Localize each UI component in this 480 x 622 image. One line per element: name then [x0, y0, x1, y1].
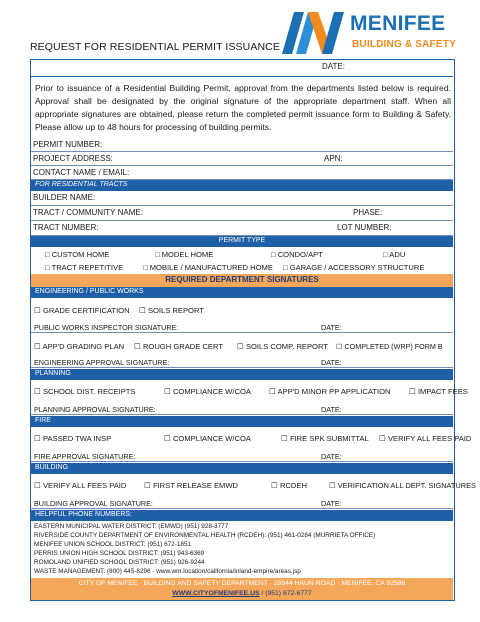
permit-number-field[interactable] [31, 138, 453, 152]
checkbox-adu[interactable]: □ ADU [383, 250, 406, 259]
menifee-logo [282, 10, 458, 54]
checkbox-rough-grade-cert[interactable]: ☐ ROUGH GRADE CERT [134, 342, 223, 351]
permit-type-header [31, 236, 453, 247]
phone-line-waste-management: WASTE MANAGEMENT: (800) 445-8296 · www.wm.location/california/inland-empire/areas.jsp [34, 568, 301, 575]
checkbox-custom-home[interactable]: □ CUSTOM HOME [45, 250, 110, 259]
public-works-signature-label: PUBLIC WORKS INSPECTOR SIGNATURE: [34, 323, 179, 332]
date-label: DATE: [322, 62, 345, 71]
public-works-signature-line[interactable] [31, 321, 453, 333]
building-header [31, 463, 453, 474]
lot-number-label: LOT NUMBER: [337, 223, 392, 232]
apn-label: APN: [324, 154, 343, 163]
checkbox-condo-apt[interactable]: □ CONDO/APT [271, 250, 323, 259]
required-signatures-title: REQUIRED DEPARTMENT SIGNATURES [165, 275, 319, 284]
checkbox-soils-report[interactable]: ☐ SOILS REPORT [139, 306, 204, 315]
checkbox-fire-spk-submittal[interactable]: ☐ FIRE SPK SUBMITTAL [281, 434, 369, 443]
engineering-date-label: DATE: [321, 358, 342, 367]
checkbox-tract-repetitive[interactable]: □ TRACT REPETITIVE [45, 263, 124, 272]
checkbox-school-dist-receipts[interactable]: ☐ SCHOOL DIST. RECEIPTS [34, 387, 136, 396]
fire-header [31, 416, 453, 427]
checkbox-rcdeh[interactable]: ☐ RCDEH [271, 481, 307, 490]
contact-label: CONTACT NAME / EMAIL: [33, 168, 130, 177]
checkbox-impact-fees[interactable]: ☐ IMPACT FEES [409, 387, 468, 396]
page-header [0, 0, 480, 58]
fire-date-label: DATE: [321, 452, 342, 461]
fire-signature-label: FIRE APPROVAL SIGNATURE: [34, 452, 136, 461]
checkbox-fire-verify-fees[interactable]: ☐ VERIFY ALL FEES PAID [379, 434, 472, 443]
public-works-date-label: DATE: [321, 323, 342, 332]
checkbox-model-home[interactable]: □ MODEL HOME [155, 250, 214, 259]
tract-number-label: TRACT NUMBER: [33, 223, 99, 232]
fire-title: FIRE [35, 417, 51, 424]
phone-line-perris-uhsd: PERRIS UNION HIGH SCHOOL DISTRICT: (951) 943-6369 [34, 550, 205, 557]
footer-contact [31, 590, 453, 597]
checkbox-verification-signatures[interactable]: ☐ VERIFICATION ALL DEPT. SIGNATURES [329, 481, 476, 490]
contact-field[interactable] [31, 166, 453, 180]
permit-form [30, 59, 476, 601]
planning-date-label: DATE: [321, 405, 342, 414]
checkbox-compliance-coa[interactable]: ☐ COMPLIANCE W/COA [164, 387, 251, 396]
fire-signature-line[interactable] [31, 450, 453, 462]
planning-signature-line[interactable] [31, 403, 453, 415]
builder-name-label: BUILDER NAME: [33, 193, 96, 202]
planning-title: PLANNING [35, 370, 71, 377]
document-title: REQUEST FOR RESIDENTIAL PERMIT ISSUANCE [30, 41, 280, 53]
date-row [31, 60, 453, 77]
intro-paragraph: Prior to issuance of a Residential Building Permit, approval from the departments listed below is required. Approval shall be designated by the original signature of the appropriate department staff. When all appropriate signatures are obtained, please return the completed permit issuance form to Building & Safety. Please allow up to 48 hours for processing of building permits. [35, 83, 451, 132]
tract-name-field[interactable] [31, 206, 453, 221]
checkbox-appd-minor-pp[interactable]: ☐ APP'D MINOR PP APPLICATION [269, 387, 391, 396]
engineering-header [31, 287, 453, 298]
footer-phone: / (951) 672-6777 [259, 590, 312, 597]
engineering-signature-line[interactable] [31, 356, 453, 368]
project-address-label: PROJECT ADDRESS: [33, 154, 113, 163]
checkbox-completed-wrp-form[interactable]: ☐ COMPLETED (WRP) FORM B [336, 342, 443, 351]
residential-tracts-title: FOR RESIDENTIAL TRACTS [35, 181, 128, 188]
permit-type-title: PERMIT TYPE [218, 237, 266, 244]
building-signature-line[interactable] [31, 497, 453, 509]
project-address-field[interactable] [31, 152, 453, 166]
permit-number-label: PERMIT NUMBER: [33, 140, 103, 149]
planning-signature-label: PLANNING APPROVAL SIGNATURE: [34, 405, 156, 414]
checkbox-passed-twa-insp[interactable]: ☐ PASSED TWA INSP [34, 434, 112, 443]
checkbox-garage-accessory[interactable]: □ GARAGE / ACCESSORY STRUCTURE [283, 263, 425, 272]
tract-name-label: TRACT / COMMUNITY NAME: [33, 208, 143, 217]
footer-band [31, 578, 453, 600]
phone-line-rcdeh: RIVERSIDE COUNTY DEPARTMENT OF ENVIRONMENTAL HEALTH (RCDEH): (951) 461-0284 (MURRIETA OFFICE) [34, 532, 376, 539]
engineering-title: ENGINEERING / PUBLIC WORKS [35, 288, 144, 295]
tract-number-field[interactable] [31, 221, 453, 236]
builder-name-field[interactable] [31, 191, 453, 206]
checkbox-building-verify-fees[interactable]: ☐ VERIFY ALL FEES PAID [34, 481, 127, 490]
phone-line-emwd: EASTERN MUNICIPAL WATER DISTRICT: (EMWD) (951) 928-3777 [34, 523, 229, 530]
footer-address: CITY OF MENIFEE · BUILDING AND SAFETY DEPARTMENT · 29844 HAUN ROAD · MENIFEE, CA 92586 [78, 580, 406, 587]
menifee-m-logo-icon [282, 10, 348, 54]
checkbox-first-release-emwd[interactable]: ☐ FIRST RELEASE EMWD [144, 481, 239, 490]
building-title: BUILDING [35, 464, 69, 471]
required-signatures-header [31, 274, 453, 287]
phone-line-menifee-usd: MENIFEE UNION SCHOOL DISTRICT: (951) 672-1851 [34, 541, 192, 548]
website-link[interactable]: WWW.CITYOFMENIFEE.US [172, 590, 260, 597]
phone-numbers-title: HELPFUL PHONE NUMBERS: [35, 511, 132, 518]
logo-wordmark: MENIFEE [350, 12, 446, 35]
building-signature-label: BUILDING APPROVAL SIGNATURE: [34, 499, 153, 508]
checkbox-soils-comp-report[interactable]: ☐ SOILS COMP. REPORT [237, 342, 328, 351]
planning-header [31, 369, 453, 380]
residential-tracts-header [31, 180, 453, 191]
building-date-label: DATE: [321, 499, 342, 508]
engineering-signature-label: ENGINEERING APPROVAL SIGNATURE: [34, 358, 170, 367]
checkbox-fire-compliance-coa[interactable]: ☐ COMPLIANCE W/COA [164, 434, 251, 443]
phone-line-romoland-usd: ROMOLAND UNIFIED SCHOOL DISTRICT: (951) 926-9244 [34, 559, 205, 566]
checkbox-appd-grading-plan[interactable]: ☐ APP'D GRADING PLAN [34, 342, 125, 351]
checkbox-grade-certification[interactable]: ☐ GRADE CERTIFICATION [34, 306, 130, 315]
logo-subtitle: BUILDING & SAFETY [352, 39, 456, 50]
checkbox-mobile-home[interactable]: □ MOBILE / MANUFACTURED HOME [143, 263, 273, 272]
phase-label: PHASE: [353, 208, 383, 217]
phone-numbers-header [31, 510, 453, 521]
